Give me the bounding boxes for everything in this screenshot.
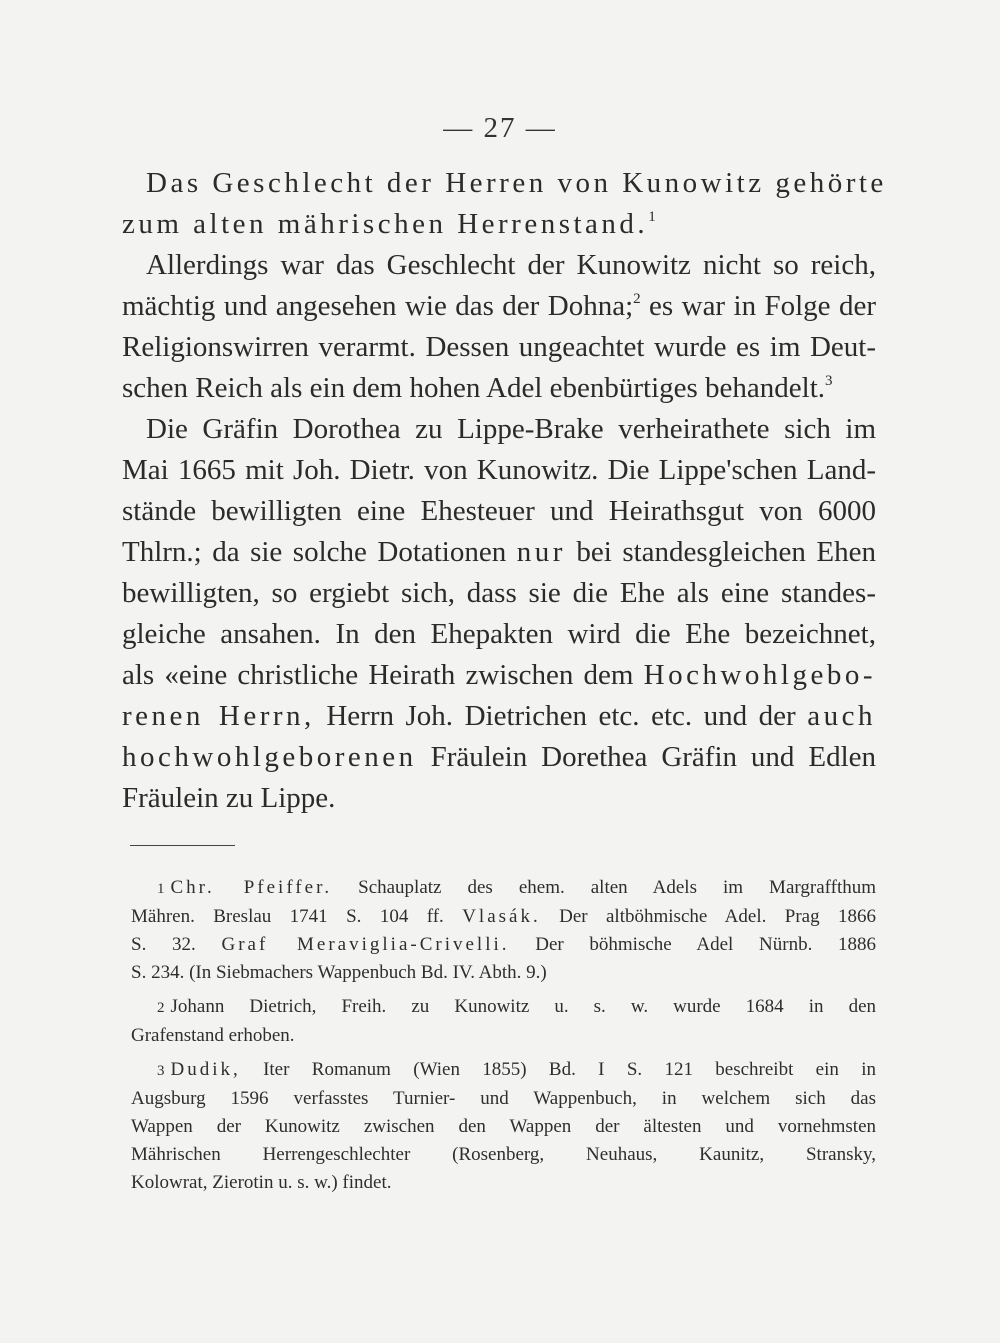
text-span: Thlrn.; da sie solche Dotationen — [122, 536, 507, 568]
emphasis-span: hochwohlgeborenen — [122, 741, 417, 773]
text-line — [122, 737, 876, 778]
footnote-line: Kolowrat, Zierotin u. s. w.) findet. — [131, 1172, 392, 1193]
footnote-line — [131, 1056, 876, 1085]
text-line — [122, 655, 876, 696]
text-line: Religionswirren verarmt. Dessen ungeachtet wurde es im Deut- — [122, 331, 876, 363]
emphasis-span: renen Herrn, — [122, 700, 315, 732]
footnote-line: Augsburg 1596 verfasstes Turnier- und Wappenbuch, in welchem sich das — [131, 1088, 876, 1109]
text-span: mächtig und angesehen wie das der Dohna; — [122, 290, 634, 322]
footnote-line — [131, 874, 876, 903]
footnote-number: 1 — [157, 881, 165, 897]
footnote-line — [131, 903, 876, 931]
text-line: Das Geschlecht der Herren von Kunowitz gehörte — [146, 167, 887, 199]
footnote-1 — [131, 874, 876, 987]
footnote-ref-1: 1 — [648, 209, 656, 225]
text-span: Mähren. Breslau 1741 S. 104 ff. — [131, 906, 444, 927]
text-line: Fräulein zu Lippe. — [122, 782, 336, 814]
footnote-number: 2 — [157, 1000, 165, 1016]
text-span: Der böhmische Adel Nürnb. 1886 — [535, 934, 877, 955]
emphasis-span: Hochwohlgebo- — [643, 659, 877, 691]
text-line: Mai 1665 mit Joh. Dietr. von Kunowitz. Die Lippe'schen Land- — [122, 454, 876, 486]
text-span: Iter Romanum (Wien 1855) Bd. I S. 121 beschreibt ein in — [263, 1059, 876, 1080]
text-span: Herrn Joh. Dietrichen etc. etc. und der — [326, 700, 796, 732]
footnote-3 — [131, 1056, 876, 1197]
author-name: Chr. Pfeiffer. — [170, 877, 333, 898]
emphasis-span: nur — [516, 536, 566, 568]
text-span: es war in Folge der — [649, 290, 876, 322]
text-line — [122, 696, 876, 737]
text-span: Fräulein Dorethea Gräfin und Edlen — [430, 741, 876, 773]
text-span: schen Reich als ein dem hohen Adel ebenbürtiges behandelt. — [122, 372, 826, 404]
text-span: S. 32. — [131, 934, 196, 955]
text-line: Die Gräfin Dorothea zu Lippe-Brake verheirathete sich im — [146, 413, 876, 445]
text-line: gleiche ansahen. In den Ehepakten wird die Ehe bezeichnet, — [122, 618, 876, 650]
text-line — [122, 204, 876, 245]
text-span: Johann Dietrich, Freih. zu Kunowitz u. s. w. wurde 1684 in den — [170, 996, 876, 1017]
footnote-divider — [130, 845, 235, 846]
footnote-line: S. 234. (In Siebmachers Wappenbuch Bd. IV. Abth. 9.) — [131, 962, 547, 983]
footnote-line: Wappen der Kunowitz zwischen den Wappen der ältesten und vornehmsten — [131, 1116, 876, 1137]
text-line: stände bewilligten eine Ehesteuer und Heirathsgut von 6000 — [122, 495, 876, 527]
text-span: Schauplatz des ehem. alten Adels im Margraffthum — [358, 877, 876, 898]
main-text — [122, 163, 887, 819]
text-line — [122, 368, 876, 409]
footnote-ref-2: 2 — [633, 291, 641, 307]
text-span: bei standesgleichen Ehen — [576, 536, 877, 568]
footnote-line: Grafenstand erhoben. — [131, 1025, 295, 1046]
footnote-2 — [131, 993, 876, 1050]
footnote-ref-3: 3 — [825, 373, 833, 389]
text-line: bewilligten, so ergiebt sich, dass sie die Ehe als eine standes- — [122, 577, 876, 609]
footnote-line — [131, 993, 876, 1022]
author-name: Dudik, — [170, 1059, 241, 1080]
footnotes — [131, 874, 876, 1203]
emphasis-span: auch — [807, 700, 876, 732]
text-line — [122, 286, 876, 327]
author-name: Graf Meraviglia-Crivelli. — [221, 934, 510, 955]
text-span: als «eine christliche Heirath zwischen dem — [122, 659, 634, 691]
text-span: zum alten mährischen Herrenstand. — [122, 208, 649, 240]
text-line — [122, 532, 876, 573]
text-line: Allerdings war das Geschlecht der Kunowitz nicht so reich, — [146, 249, 876, 281]
footnote-line: Mährischen Herrengeschlechter (Rosenberg, Neuhaus, Kaunitz, Stransky, — [131, 1144, 876, 1165]
author-name: Vlasák. — [462, 906, 541, 927]
footnote-number: 3 — [157, 1063, 165, 1079]
footnote-line — [131, 931, 876, 959]
page-number: — 27 — — [443, 112, 557, 144]
text-span: Der altböhmische Adel. Prag 1866 — [559, 906, 876, 927]
